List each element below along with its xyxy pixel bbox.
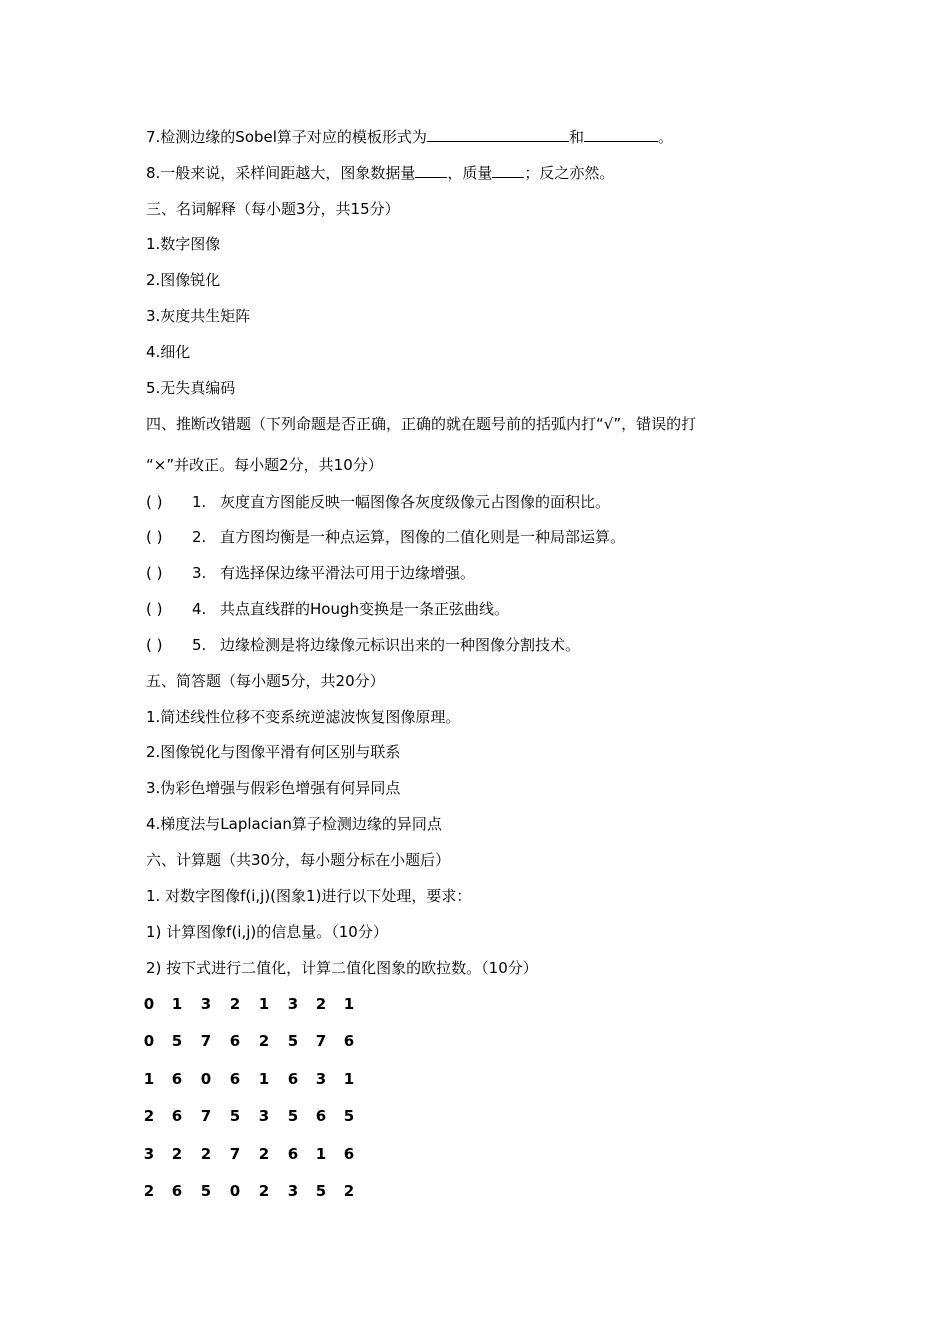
matrix-cell: 2 [343,1182,355,1200]
question-7-text: 7.检测边缘的Sobel算子对应的模板形式为 [146,128,427,146]
answer-blank [492,163,524,178]
section-3-item: 4.细化 [146,343,191,361]
matrix-cell: 2 [258,1032,270,1050]
matrix-cell: 6 [287,1145,299,1163]
question-7-and: 和 [568,128,584,146]
section-5-item: 4.梯度法与Laplacian算子检测边缘的异同点 [146,815,442,833]
judge-text: 灰度直方图能反映一幅图像各灰度级像元占图像的面积比。 [220,493,611,511]
judge-text: 直方图均衡是一种点运算，图像的二值化则是一种局部运算。 [220,528,626,546]
matrix-cell: 5 [315,1182,327,1200]
matrix-cell: 0 [143,1032,155,1050]
matrix-cell: 6 [171,1070,183,1088]
section-6-subquestion-2: 2) 按下式进行二值化，计算二值化图象的欧拉数。（10分） [146,959,538,977]
matrix-cell: 2 [229,995,241,1013]
matrix-cell: 1 [315,1145,327,1163]
matrix-cell: 6 [315,1107,327,1125]
section-6-title: 六、计算题（共30分，每小题分标在小题后） [146,851,451,869]
section-5-item: 1.简述线性位移不变系统逆滤波恢复图像原理。 [146,708,461,726]
matrix-cell: 5 [343,1107,355,1125]
matrix-cell: 7 [200,1032,212,1050]
judge-text: 边缘检测是将边缘像元标识出来的一种图像分割技术。 [220,636,581,654]
matrix-cell: 2 [171,1145,183,1163]
matrix-cell: 6 [343,1032,355,1050]
judge-item [146,599,509,619]
section-5-item: 3.伪彩色增强与假彩色增强有何异同点 [146,779,401,797]
judge-item [146,635,580,655]
matrix-cell: 6 [343,1145,355,1163]
matrix-cell: 3 [200,995,212,1013]
matrix-cell: 0 [143,995,155,1013]
section-5-item: 2.图像锐化与图像平滑有何区别与联系 [146,743,401,761]
matrix-cell: 2 [315,995,327,1013]
question-7 [146,127,673,147]
question-8-suffix: ；反之亦然。 [524,164,615,182]
matrix-cell: 6 [171,1107,183,1125]
matrix-cell: 5 [171,1032,183,1050]
matrix-cell: 6 [229,1070,241,1088]
matrix-cell: 2 [200,1145,212,1163]
matrix-cell: 3 [315,1070,327,1088]
answer-paren: ( ) [146,528,163,546]
matrix-cell: 7 [315,1032,327,1050]
judge-number: 4. [192,600,207,618]
matrix-cell: 1 [258,995,270,1013]
matrix-cell: 3 [287,995,299,1013]
judge-text: 共点直线群的Hough变换是一条正弦曲线。 [220,600,509,618]
section-4-title: 四、推断改错题（下列命题是否正确，正确的就在题号前的括弧内打“√”，错误的打 [146,415,697,433]
matrix-cell: 2 [258,1145,270,1163]
matrix-cell: 0 [229,1182,241,1200]
section-6-question-1: 1. 对数字图像f(i,j)(图象1)进行以下处理，要求： [146,887,472,905]
matrix-cell: 2 [258,1182,270,1200]
matrix-cell: 5 [287,1107,299,1125]
question-7-end: 。 [657,128,673,146]
answer-paren: ( ) [146,600,163,618]
matrix-cell: 3 [258,1107,270,1125]
matrix-cell: 5 [229,1107,241,1125]
judge-item [146,563,475,583]
section-6-subquestion-1: 1) 计算图像f(i,j)的信息量。（10分） [146,923,388,941]
matrix-cell: 2 [143,1107,155,1125]
answer-blank [427,127,569,142]
judge-item [146,527,625,547]
answer-paren: ( ) [146,564,163,582]
matrix-cell: 1 [171,995,183,1013]
answer-paren: ( ) [146,493,163,511]
section-3-item: 1.数字图像 [146,235,221,253]
judge-number: 1. [192,493,207,511]
section-3-item: 2.图像锐化 [146,271,221,289]
matrix-cell: 5 [287,1032,299,1050]
section-4-title-cont: “×”并改正。每小题2分，共10分） [146,456,383,474]
matrix-cell: 1 [343,995,355,1013]
question-8 [146,163,614,183]
question-8-prefix: 8.一般来说，采样间距越大，图象数据量 [146,164,416,182]
matrix-cell: 7 [229,1145,241,1163]
section-5-title: 五、简答题（每小题5分，共20分） [146,672,385,690]
judge-item [146,492,610,512]
matrix-cell: 7 [200,1107,212,1125]
answer-blank [415,163,447,178]
matrix-cell: 2 [143,1182,155,1200]
judge-text: 有选择保边缘平滑法可用于边缘增强。 [220,564,476,582]
section-3-item: 3.灰度共生矩阵 [146,307,251,325]
question-8-mid: ，质量 [447,164,493,182]
section-3-item: 5.无失真编码 [146,379,236,397]
matrix-cell: 5 [200,1182,212,1200]
matrix-cell: 6 [229,1032,241,1050]
matrix-cell: 1 [258,1070,270,1088]
section-3-title: 三、名词解释（每小题3分，共15分） [146,200,400,218]
matrix-cell: 1 [143,1070,155,1088]
judge-number: 5. [192,636,207,654]
matrix-cell: 6 [171,1182,183,1200]
matrix-cell: 3 [143,1145,155,1163]
answer-blank [584,127,658,142]
matrix-cell: 1 [343,1070,355,1088]
judge-number: 2. [192,528,207,546]
matrix-cell: 0 [200,1070,212,1088]
matrix-cell: 3 [287,1182,299,1200]
matrix-cell: 6 [287,1070,299,1088]
answer-paren: ( ) [146,636,163,654]
judge-number: 3. [192,564,207,582]
